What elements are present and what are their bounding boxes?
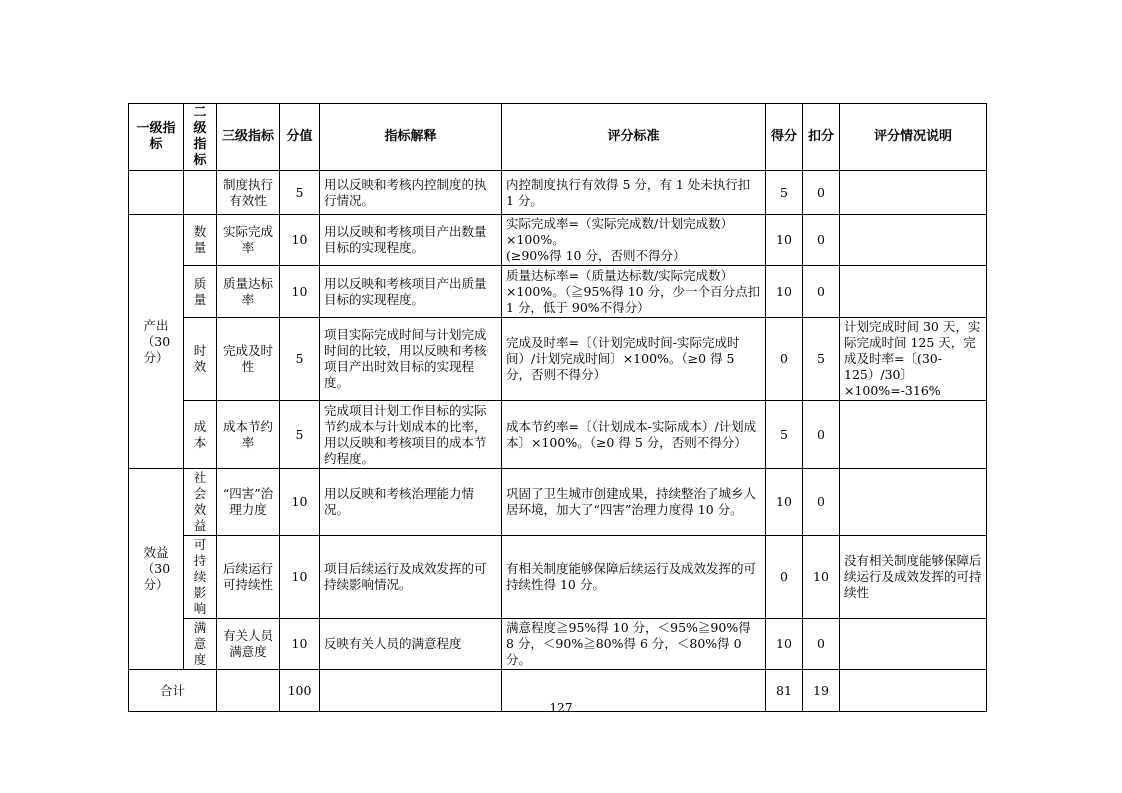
header-level3: 三级指标 xyxy=(217,104,280,171)
criteria-cell: 有相关制度能够保障后续运行及成效发挥的可持续性得 10 分。 xyxy=(502,536,766,619)
remarks-cell xyxy=(840,401,987,469)
level2-timeliness-cell: 时效 xyxy=(184,318,217,401)
obtained-cell: 10 xyxy=(766,215,803,266)
table-row xyxy=(129,401,987,469)
deducted-cell: 5 xyxy=(803,318,840,401)
performance-score-table xyxy=(128,103,987,712)
obtained-cell: 0 xyxy=(766,536,803,619)
table-row xyxy=(129,619,987,670)
table-row xyxy=(129,266,987,318)
level2-sustainable-cell: 可持续影响 xyxy=(184,536,217,619)
page-number: 127 xyxy=(549,701,573,715)
remarks-cell xyxy=(840,215,987,266)
remarks-cell: 没有相关制度能够保障后续运行及成效发挥的可持续性 xyxy=(840,536,987,619)
header-criteria: 评分标准 xyxy=(502,104,766,171)
deducted-cell: 0 xyxy=(803,266,840,318)
deducted-cell: 10 xyxy=(803,536,840,619)
table-row xyxy=(129,171,987,215)
explanation-cell: 用以反映和考核项目产出数量目标的实现程度。 xyxy=(320,215,502,266)
level1-output-cell: 产出（30分） xyxy=(129,215,184,469)
deducted-cell: 0 xyxy=(803,171,840,215)
value-cell: 10 xyxy=(280,469,320,536)
criteria-cell: 满意程度≧95%得 10 分，＜95%≧90%得 8 分，＜90%≧80%得 6 分，＜80%得 0 分。 xyxy=(502,619,766,670)
obtained-cell: 0 xyxy=(766,318,803,401)
level3-cell: 成本节约率 xyxy=(217,401,280,469)
table-row xyxy=(129,318,987,401)
header-level2: 二级指标 xyxy=(184,104,217,171)
obtained-cell: 5 xyxy=(766,171,803,215)
remarks-cell xyxy=(840,619,987,670)
explanation-cell: 反映有关人员的满意程度 xyxy=(320,619,502,670)
header-deducted: 扣分 xyxy=(803,104,840,171)
total-deducted: 19 xyxy=(803,670,840,712)
obtained-cell: 10 xyxy=(766,619,803,670)
remarks-cell xyxy=(840,171,987,215)
obtained-cell: 10 xyxy=(766,266,803,318)
table-row xyxy=(129,469,987,536)
header-remarks: 评分情况说明 xyxy=(840,104,987,171)
header-explanation: 指标解释 xyxy=(320,104,502,171)
explanation-cell: 用以反映和考核项目产出质量目标的实现程度。 xyxy=(320,266,502,318)
level2-quantity-cell: 数量 xyxy=(184,215,217,266)
table-row xyxy=(129,536,987,619)
deducted-cell: 0 xyxy=(803,215,840,266)
level3-cell: 实际完成率 xyxy=(217,215,280,266)
obtained-cell: 10 xyxy=(766,469,803,536)
table-header-row xyxy=(129,104,987,171)
value-cell: 5 xyxy=(280,171,320,215)
header-obtained: 得分 xyxy=(766,104,803,171)
criteria-cell: 成本节约率=〔（计划成本-实际成本）/计划成本〕×100%。（≥0 得 5 分，否则不得分） xyxy=(502,401,766,469)
level3-cell: 质量达标率 xyxy=(217,266,280,318)
value-cell: 10 xyxy=(280,536,320,619)
level3-cell: 制度执行有效性 xyxy=(217,171,280,215)
total-obtained: 81 xyxy=(766,670,803,712)
criteria-cell: 质量达标率=（质量达标数/实际完成数）×100%。（≧95%得 10 分，少一个百分点扣 1 分，低于 90%不得分） xyxy=(502,266,766,318)
value-cell: 10 xyxy=(280,619,320,670)
value-cell: 5 xyxy=(280,401,320,469)
level2-satisfaction-cell: 满意度 xyxy=(184,619,217,670)
level2-quality-cell: 质量 xyxy=(184,266,217,318)
explanation-cell: 完成项目计划工作目标的实际节约成本与计划成本的比率，用以反映和考核项目的成本节约程度。 xyxy=(320,401,502,469)
level3-cell: “四害”治理力度 xyxy=(217,469,280,536)
explanation-cell: 用以反映和考核内控制度的执行情况。 xyxy=(320,171,502,215)
remarks-cell: 计划完成时间 30 天，实际完成时间 125 天，完成及时率=〔(30-125）/30〕×100%=-316% xyxy=(840,318,987,401)
level1-benefit-cell: 效益（30分） xyxy=(129,469,184,670)
level2-cell xyxy=(184,171,217,215)
header-score-value: 分值 xyxy=(280,104,320,171)
total-value: 100 xyxy=(280,670,320,712)
level2-social-cell: 社会效益 xyxy=(184,469,217,536)
level1-cell xyxy=(129,171,184,215)
criteria-cell: 内控制度执行有效得 5 分，有 1 处未执行扣 1 分。 xyxy=(502,171,766,215)
deducted-cell: 0 xyxy=(803,401,840,469)
deducted-cell: 0 xyxy=(803,469,840,536)
value-cell: 5 xyxy=(280,318,320,401)
obtained-cell: 5 xyxy=(766,401,803,469)
table-row xyxy=(129,215,987,266)
deducted-cell: 0 xyxy=(803,619,840,670)
total-label: 合计 xyxy=(129,670,217,712)
explanation-cell: 项目实际完成时间与计划完成时间的比较，用以反映和考核项目产出时效目标的实现程度。 xyxy=(320,318,502,401)
header-level1: 一级指标 xyxy=(129,104,184,171)
level2-cost-cell: 成本 xyxy=(184,401,217,469)
remarks-cell xyxy=(840,266,987,318)
explanation-cell: 项目后续运行及成效发挥的可持续影响情况。 xyxy=(320,536,502,619)
explanation-cell: 用以反映和考核治理能力情况。 xyxy=(320,469,502,536)
value-cell: 10 xyxy=(280,215,320,266)
level3-cell: 后续运行可持续性 xyxy=(217,536,280,619)
level3-cell: 有关人员满意度 xyxy=(217,619,280,670)
level3-cell: 完成及时性 xyxy=(217,318,280,401)
criteria-cell: 完成及时率=〔（计划完成时间-实际完成时间）/计划完成时间〕×100%。（≥0 得 5 分，否则不得分） xyxy=(502,318,766,401)
criteria-cell: 巩固了卫生城市创建成果，持续整治了城乡人居环境，加大了“四害”治理力度得 10 分。 xyxy=(502,469,766,536)
criteria-cell: 实际完成率=（实际完成数/计划完成数）×100%。 (≥90%得 10 分，否则不得分） xyxy=(502,215,766,266)
remarks-cell xyxy=(840,469,987,536)
value-cell: 10 xyxy=(280,266,320,318)
